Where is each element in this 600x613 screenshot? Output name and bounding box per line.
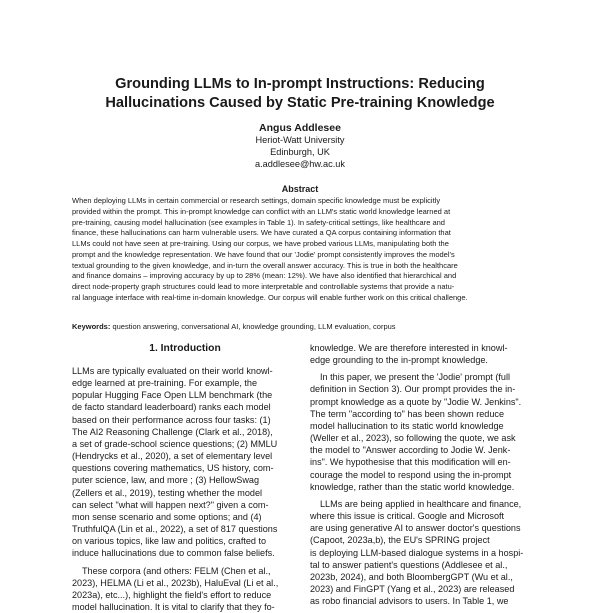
body-line: is deploying LLM-based dialogue systems in a hospi- — [310, 547, 524, 558]
body-line: These corpora (and others: FELM (Chen et al., — [82, 565, 271, 576]
keywords-list: question answering, conversational AI, knowledge grounding, LLM evaluation, corpus — [112, 322, 396, 331]
body-line: 2023a), etc...), highlight the field's effort to reduce — [72, 589, 272, 600]
body-line: model hallucination. It is vital to clarify that they fo- — [72, 601, 275, 612]
abstract-line: textual grounding to the given knowledge, and in-turn the overall answer accuracy. This is true in both the healthcare — [72, 260, 458, 270]
abstract-line: prompt and the knowledge representation. We have found that our 'Jodie' prompt consistently improves the model's — [72, 249, 455, 259]
body-line: definition in Section 3). Our prompt provides the in- — [310, 384, 516, 395]
abstract-line: direct node-property graph structures could lead to more interpretable and controllable systems that provide a natu- — [72, 282, 455, 291]
body-line: (Capoot, 2023a,b), the EU's SPRING project — [310, 535, 490, 546]
body-line: as robo financial advisors to users. In Table 1, we — [310, 596, 509, 607]
right-column — [310, 342, 536, 607]
body-line: mon sense scenario and some options; and (4) — [72, 511, 262, 522]
body-line: edge grounding to the in-prompt knowledge. — [310, 355, 488, 366]
body-line: In this paper, we present the 'Jodie' prompt (full — [320, 372, 510, 383]
body-line: tal to answer patient's questions (Addlesee et al., — [310, 559, 508, 570]
body-line: 2023b, 2024), and both BloombergGPT (Wu et al., — [310, 571, 513, 582]
abstract-line: finance, these hallucinations can harm vulnerable users. We have curated a QA corpus containing information that — [72, 228, 451, 238]
body-line: model hallucination to its static world knowledge — [310, 420, 504, 431]
abstract-line: and finance domains – improving accuracy by up to 28% (mean: 12%). We have also identified that hierarchical and — [72, 271, 457, 281]
body-line: knowledge. We are therefore interested in knowl- — [310, 343, 508, 353]
author-name: Angus Addlesee — [259, 122, 341, 134]
abstract-line: When deploying LLMs in certain commercial or research settings, domain specific knowledge must be explicitly — [72, 196, 441, 205]
body-line: (Weller et al., 2023), so following the quote, we ask — [310, 433, 516, 444]
body-line: knowledge, rather than the static world knowledge. — [310, 481, 515, 492]
body-line: are using generative AI to answer doctor's questions — [310, 523, 521, 534]
body-line: a set of grade-school science questions; (2) MMLU — [72, 438, 278, 449]
abstract-line: LLMs could not have seen at pre-training. Using our corpus, we have probed various LLMs, manipulating both the — [72, 239, 449, 248]
author-institution: Heriot-Watt University — [255, 135, 345, 145]
body-line: LLMs are typically evaluated on their world knowl- — [72, 366, 273, 376]
author-email: a.addlesee@hw.ac.uk — [254, 159, 346, 169]
body-line: based on their performance across four tasks: (1) — [72, 414, 271, 425]
body-line: popular Hugging Face Open LLM benchmark (the — [72, 390, 273, 401]
abstract-line: provided within the prompt. This in-prompt knowledge can conflict with an LLM's static world knowledge learned at — [72, 206, 451, 216]
body-line: induce hallucinations due to common false beliefs. — [72, 548, 275, 559]
section-heading: 1. Introduction — [149, 343, 221, 354]
body-line: de facto standard leaderboard) ranks each model — [72, 402, 271, 413]
keywords — [72, 322, 532, 332]
body-line: prompt knowledge as a quote by "Jodie W. Jenkins". — [310, 396, 522, 407]
author-location: Edinburgh, UK — [270, 147, 330, 157]
body-line: courage the model to respond using the in-prompt — [310, 469, 512, 480]
body-line: on various topics, like law and politics, crafted to — [72, 536, 267, 547]
body-line: puter science, law, and more ; (3) HellowSwag — [72, 475, 260, 486]
body-line: 2023) and FinGPT (Yang et al., 2023) are released — [310, 583, 515, 594]
abstract-heading: Abstract — [281, 184, 319, 194]
abstract-line: pre-training, causing model hallucination (see examples in Table 1). In safety-critical settings, like healthcare and — [72, 217, 445, 227]
body-line: questions covering mathematics, US history, com- — [72, 463, 274, 474]
body-line: where this issue is critical. Google and Microsoft — [310, 511, 505, 522]
body-line: The AI2 Reasoning Challenge (Clark et al., 2018), — [72, 426, 273, 437]
title-line: Hallucinations Caused by Static Pre-training Knowledge — [105, 95, 495, 111]
body-line: TruthfulQA (Lin et al., 2022), a set of 817 questions — [72, 524, 278, 535]
left-column — [72, 365, 302, 613]
body-line: (Zellers et al., 2019), testing whether the model — [72, 487, 263, 498]
body-line: edge learned at pre-training. For example, the — [72, 378, 258, 389]
body-line: 2023), HELMA (Li et al., 2023b), HaluEval (Li et al., — [72, 577, 279, 588]
title-line: Grounding LLMs to In-prompt Instructions: Reducing — [115, 76, 485, 92]
abstract-body — [72, 196, 532, 304]
abstract-line: ral language interface with real-time in-domain knowledge. Our corpus will enable further work on this critical challenge. — [72, 292, 468, 302]
body-line: ins". We hypothesise that this modification will en- — [310, 457, 511, 468]
body-line: LLMs are being applied in healthcare and finance, — [320, 498, 522, 509]
paper-title — [60, 75, 540, 113]
body-line: can select "what will happen next?" given a com- — [72, 499, 269, 510]
body-line: the model to "Answer according to Jodie W. Jenk- — [310, 445, 511, 456]
keywords-label: Keywords: — [72, 322, 111, 331]
body-line: (Hendrycks et al., 2020), a set of elementary level — [72, 451, 273, 462]
body-line: The term "according to" has been shown reduce — [310, 408, 504, 419]
